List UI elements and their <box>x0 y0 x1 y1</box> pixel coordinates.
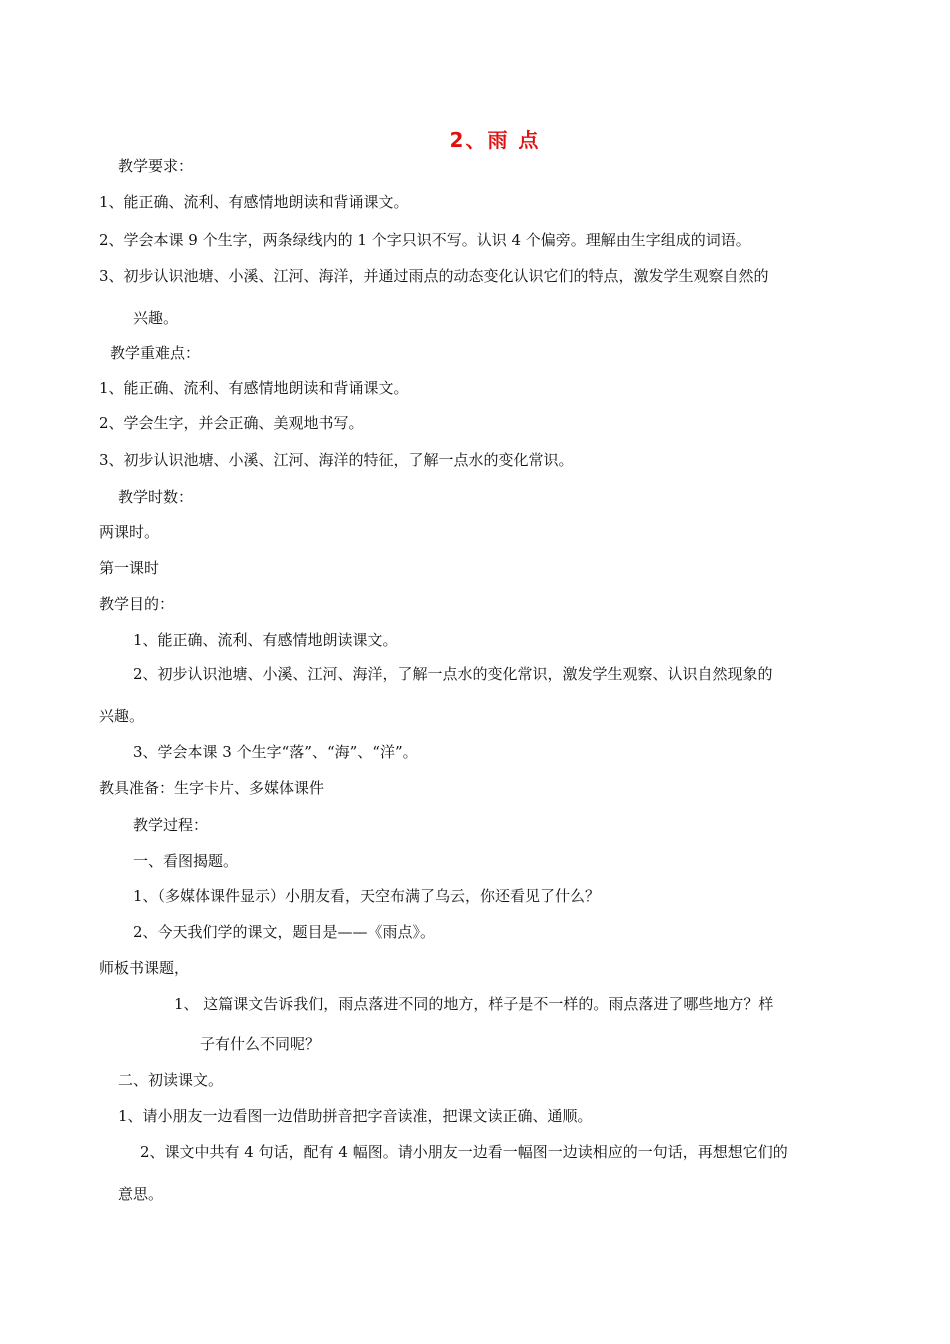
text-line: 3、初步认识池塘、小溪、江河、海洋，并通过雨点的动态变化认识它们的特点，激发学生观察自然的 <box>99 267 769 285</box>
text-line: 意思。 <box>118 1185 164 1203</box>
text-line: 2、学会本课 9 个生字，两条绿线内的 1 个字只识不写。认识 4 个偏旁。理解由生字组成的词语。 <box>99 231 751 249</box>
text-line: 2、初步认识池塘、小溪、江河、海洋，了解一点水的变化常识，激发学生观察、认识自然现象的 <box>133 665 773 683</box>
text-line: 3、初步认识池塘、小溪、江河、海洋的特征，了解一点水的变化常识。 <box>99 451 574 469</box>
text-line: 教学要求： <box>118 157 194 175</box>
text-line: 1、请小朋友一边看图一边借助拼音把字音读准，把课文读正确、通顺。 <box>118 1107 593 1125</box>
text-line: 教学过程： <box>133 816 209 834</box>
text-line: 1、（多媒体课件显示）小朋友看，天空布满了乌云，你还看见了什么？ <box>133 887 601 905</box>
text-line: 二、初读课文。 <box>118 1071 224 1089</box>
text-line: 2、今天我们学的课文，题目是——《雨点》。 <box>133 923 436 941</box>
text-line: 1、 这篇课文告诉我们，雨点落进不同的地方，样子是不一样的。雨点落进了哪些地方？样 <box>174 995 774 1013</box>
page-title: 2、雨 点 <box>449 128 541 152</box>
text-line: 子有什么不同呢？ <box>200 1035 321 1053</box>
text-line: 教学目的： <box>99 595 175 613</box>
text-line: 教具准备：生字卡片、多媒体课件 <box>99 779 325 797</box>
text-line: 第一课时 <box>99 559 160 577</box>
text-line: 两课时。 <box>99 523 160 541</box>
text-line: 2、课文中共有 4 句话，配有 4 幅图。请小朋友一边看一幅图一边读相应的一句话，再想想它们的 <box>140 1143 788 1161</box>
text-line: 2、学会生字，并会正确、美观地书写。 <box>99 414 364 432</box>
text-line: 兴趣。 <box>133 309 179 327</box>
text-line: 3、学会本课 3 个生字“落”、“海”、“洋”。 <box>133 743 418 761</box>
text-line: 1、能正确、流利、有感情地朗读和背诵课文。 <box>99 193 409 211</box>
text-line: 一、看图揭题。 <box>133 852 239 870</box>
text-line: 师板书课题， <box>99 959 190 977</box>
text-line: 教学时数： <box>118 488 194 506</box>
text-line: 1、能正确、流利、有感情地朗读和背诵课文。 <box>99 379 409 397</box>
text-line: 1、能正确、流利、有感情地朗读课文。 <box>133 631 398 649</box>
text-line: 兴趣。 <box>99 707 145 725</box>
text-line: 教学重难点： <box>110 344 201 362</box>
